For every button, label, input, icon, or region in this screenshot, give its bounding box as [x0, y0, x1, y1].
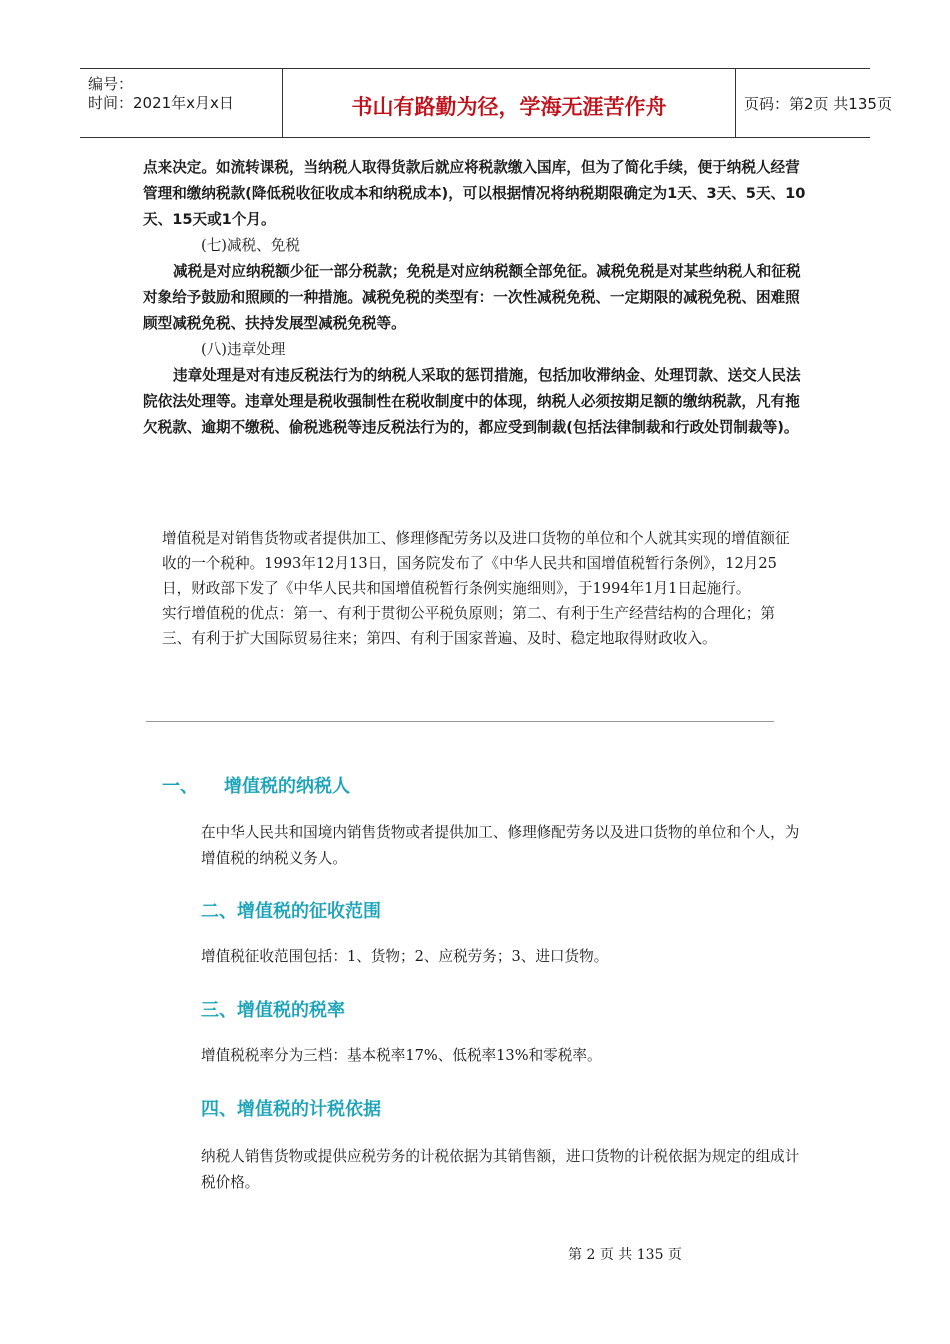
footer-page-number: 第 2 页 共 135 页 — [568, 1247, 682, 1263]
header-meta-cell — [80, 69, 283, 137]
header-motto-cell — [283, 69, 736, 137]
page-footer — [0, 1244, 950, 1264]
header-page-info: 页码：第2页 共135页 — [744, 95, 892, 113]
subheading-tax-relief: (七)减税、免税 — [201, 237, 300, 254]
vat-intro-paragraph: 增值税是对销售货物或者提供加工、修理修配劳务以及进口货物的单位和个人就其实现的增值额征收的一个税种。1993年12月13日，国务院发布了《中华人民共和国增值税暂行条例》，12月25日，财政部下发了《中华人民共和国增值税暂行条例实施细则》，于1994年1月1日起施行。 — [162, 530, 790, 597]
tax-period-paragraph: 点来决定。如流转课税，当纳税人取得货款后就应将税款缴入国库，但为了简化手续，便于纳税人经营管理和缴纳税款(降低税收征收成本和纳税成本)，可以根据情况将纳税期限确定为1天、3天、5天、10天、15天或1个月。 — [143, 159, 806, 228]
heading-text: 增值税的纳税人 — [224, 776, 350, 797]
page-header — [80, 68, 892, 138]
subheading-violation-handling: (八)违章处理 — [201, 341, 286, 358]
tax-relief-paragraph: 减税是对应纳税额少征一部分税款；免税是对应纳税额全部免征。减税免税是对某些纳税人和征税对象给予鼓励和照顾的一种措施。减税免税的类型有：一次性减税免税、一定期限的减税免税、困难照顾型减税免税、扶持发展型减税免税等。 — [143, 263, 801, 332]
vat-rate-paragraph: 增值税税率分为三档：基本税率17%、低税率13%和零税率。 — [201, 1047, 602, 1064]
tax-elements-section — [143, 155, 813, 441]
vat-advantages-paragraph: 实行增值税的优点：第一、有利于贯彻公平税负原则；第二、有利于生产经营结构的合理化；第三、有利于扩大国际贸易往来；第四、有利于国家普遍、及时、稳定地取得财政收入。 — [162, 605, 775, 647]
vat-scope-paragraph: 增值税征收范围包括：1、货物；2、应税劳务；3、进口货物。 — [201, 948, 609, 965]
header-motto: 书山有路勤为径，学海无涯苦作舟 — [351, 95, 667, 119]
heading-vat-taxpayer — [162, 772, 350, 798]
header-page-cell — [736, 69, 892, 137]
doc-number-label: 编号： — [88, 75, 134, 93]
vat-basis-paragraph: 纳税人销售货物或提供应税劳务的计税依据为其销售额，进口货物的计税依据为规定的组成计税价格。 — [201, 1148, 800, 1191]
heading-number: 一、 — [162, 776, 198, 797]
section-divider — [146, 721, 774, 722]
heading-vat-rate: 三、增值税的税率 — [201, 1000, 345, 1021]
vat-taxpayer-paragraph: 在中华人民共和国境内销售货物或者提供加工、修理修配劳务以及进口货物的单位和个人，为增值税的纳税义务人。 — [201, 824, 800, 867]
violation-handling-paragraph: 违章处理是对有违反税法行为的纳税人采取的惩罚措施，包括加收滞纳金、处理罚款、送交人民法院依法处理等。违章处理是税收强制性在税收制度中的体现，纳税人必须按期足额的缴纳税款，凡有拖欠税款、逾期不缴税、偷税逃税等违反税法行为的，都应受到制裁(包括法律制裁和行政处罚制裁等)。 — [143, 367, 801, 436]
doc-time-label: 时间：2021年x月x日 — [88, 94, 234, 112]
heading-vat-basis: 四、增值税的计税依据 — [201, 1099, 381, 1120]
vat-intro-section — [162, 526, 802, 651]
heading-vat-scope: 二、增值税的征收范围 — [201, 901, 381, 922]
